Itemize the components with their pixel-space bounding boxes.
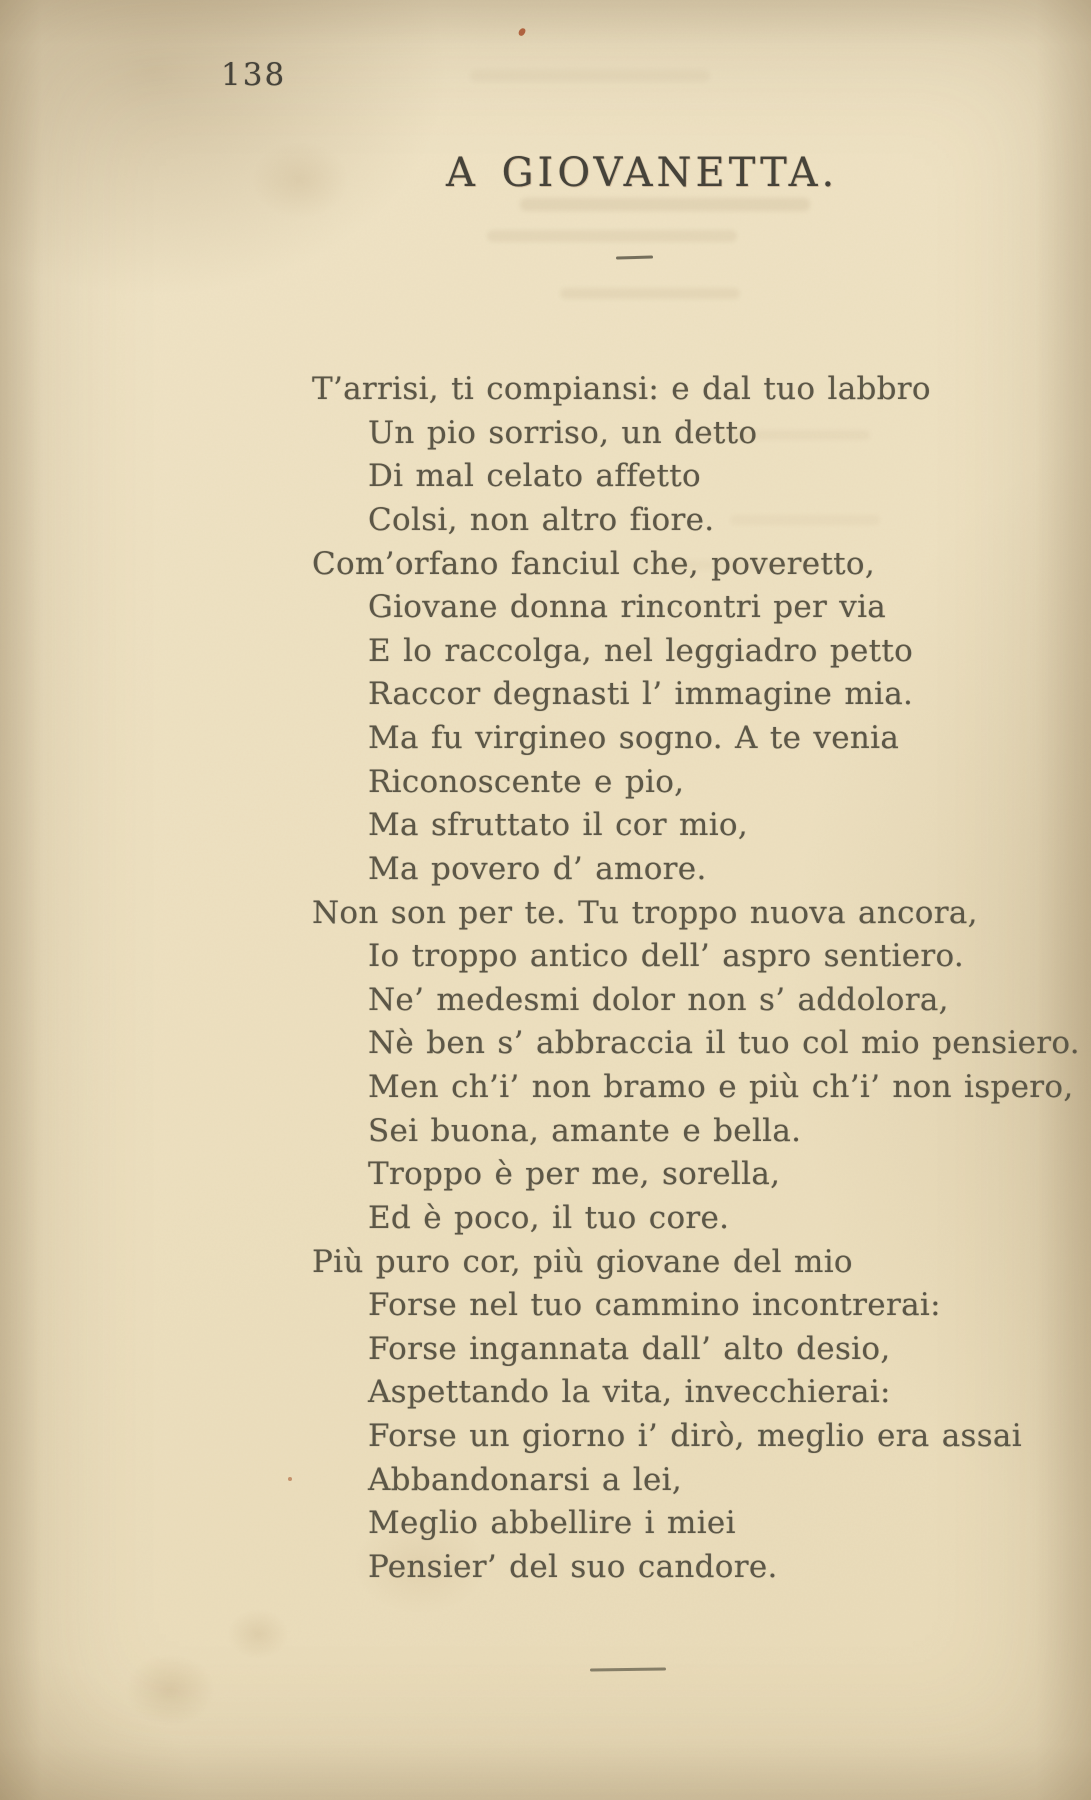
- poem-line: Forse nel tuo cammino incontrerai:: [368, 1287, 941, 1324]
- poem-line: Com’orfano fanciul che, poveretto,: [312, 545, 876, 582]
- poem-line: Forse ingannata dall’ alto desio,: [368, 1330, 891, 1367]
- poem-line: Ma povero d’ amore.: [368, 850, 707, 887]
- poem-line: Men ch’i’ non bramo e più ch’i’ non ispero,: [368, 1069, 1074, 1105]
- end-divider-rule: [590, 1667, 666, 1671]
- poem-title: A GIOVANETTA.: [446, 150, 839, 196]
- poem-line: Aspettando la vita, invecchierai:: [368, 1374, 891, 1411]
- poem-line: Non son per te. Tu troppo nuova ancora,: [312, 894, 978, 931]
- poem-line: Ma fu virgineo sogno. A te venia: [368, 720, 900, 756]
- poem-line: Abbandonarsi a lei,: [368, 1461, 683, 1498]
- poem-line: Ne’ medesmi dolor non s’ addolora,: [368, 981, 949, 1018]
- poem-line: Sei buona, amante e bella.: [368, 1112, 802, 1149]
- show-through-ghost: [560, 288, 740, 299]
- poem-line: Troppo è per me, sorella,: [368, 1156, 781, 1193]
- red-ink-speck: [518, 27, 527, 37]
- poem-line: Nè ben s’ abbraccia il tuo col mio pensiero.: [368, 1025, 1080, 1062]
- title-divider-rule: [616, 256, 653, 260]
- poem-line: Forse un giorno i’ dirò, meglio era assai: [368, 1418, 1022, 1454]
- poem-line: Giovane donna rincontri per via: [368, 589, 887, 626]
- poem-line: Più puro cor, più giovane del mio: [312, 1243, 853, 1280]
- poem-line: Ma sfruttato il cor mio,: [368, 807, 749, 844]
- poem-line: Ed è poco, il tuo core.: [368, 1199, 730, 1236]
- show-through-ghost: [520, 198, 810, 211]
- poem-line: Un pio sorriso, un detto: [368, 414, 758, 451]
- page-number: 138: [221, 57, 287, 93]
- show-through-ghost: [470, 70, 710, 82]
- show-through-ghost: [487, 230, 737, 242]
- poem-line: Raccor degnasti l’ immagine mia.: [368, 676, 914, 713]
- poem-line: Io troppo antico dell’ aspro sentiero.: [368, 938, 965, 975]
- poem-line: Colsi, non altro fiore.: [368, 501, 715, 538]
- poem-line: T’arrisi, ti compiansi: e dal tuo labbro: [312, 371, 931, 407]
- poem-text-block: [312, 368, 1080, 1590]
- poem-line: Di mal celato affetto: [368, 458, 702, 495]
- paper-fleck: [288, 1477, 292, 1481]
- poem-line: Riconoscente e pio,: [368, 763, 685, 800]
- poem-line: E lo raccolga, nel leggiadro petto: [368, 632, 914, 669]
- poem-line: Meglio abbellire i miei: [368, 1505, 736, 1542]
- poem-line: Pensier’ del suo candore.: [368, 1548, 778, 1585]
